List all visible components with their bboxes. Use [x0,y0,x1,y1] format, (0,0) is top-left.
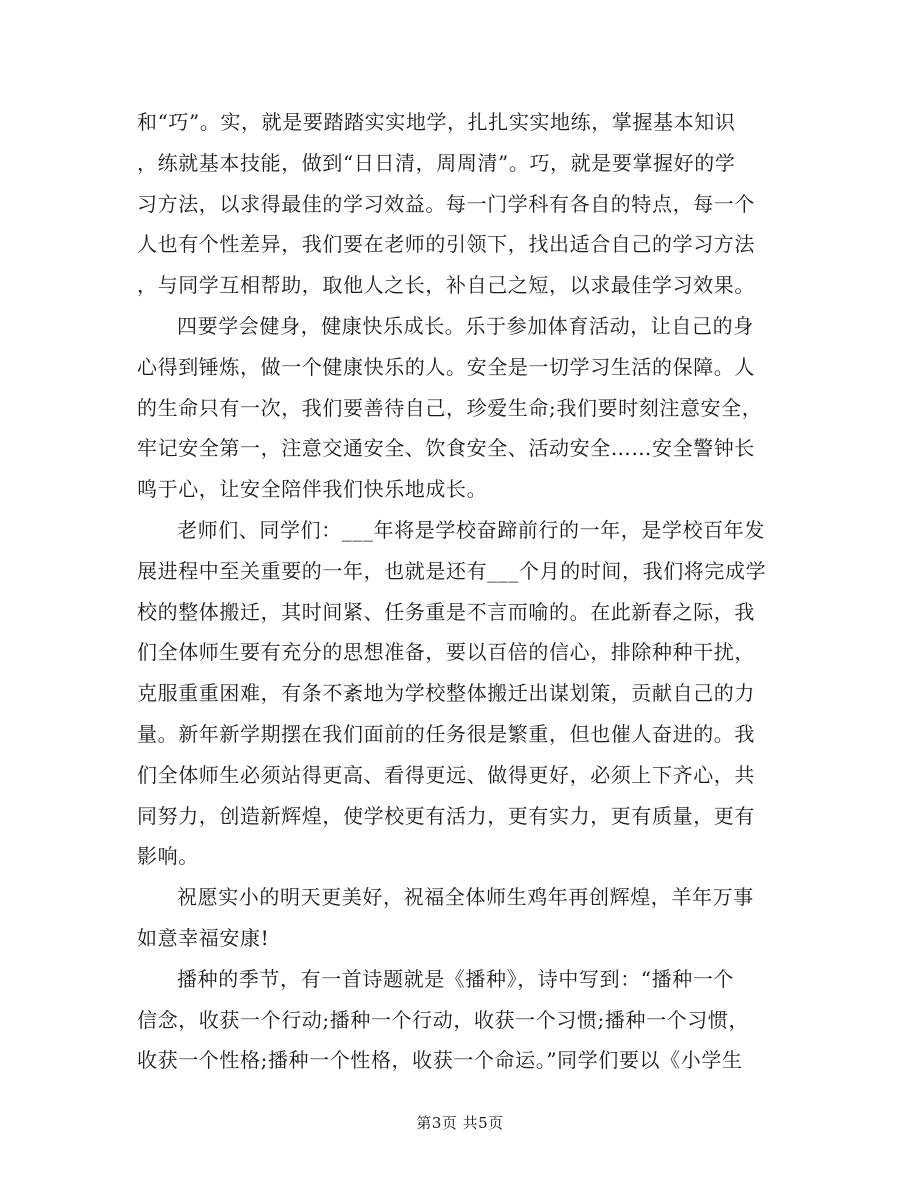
text-line: 量。新年新学期摆在我们面前的任务很是繁重，但也催人奋进的。我 [137,721,755,746]
text-line: 四要学会健身，健康快乐成长。乐于参加体育活动，让自己的身 [177,313,754,338]
text-line: 同努力，创造新辉煌，使学校更有活力，更有实力，更有质量，更有 [137,803,755,828]
text-line: 收获一个性格;播种一个性格，收获一个命运。”同学们要以《小学生 [137,1048,743,1073]
text-line: 校的整体搬迁，其时间紧、任务重是不言而喻的。在此新春之际，我 [137,599,755,624]
text-line: 老师们、同学们：___年将是学校奋蹄前行的一年，是学校百年发 [177,517,765,542]
text-line: 人也有个性差异，我们要在老师的引领下，找出适合自己的学习方法 [137,232,755,257]
text-line: 祝愿实小的明天更美好，祝福全体师生鸡年再创辉煌，羊年万事 [177,885,754,910]
text-line: 们全体师生要有充分的思想准备，要以百倍的信心，排除种种干扰， [137,640,755,665]
text-line: ，练就基本技能，做到“日日清，周周清”。巧，就是要掌握好的学 [137,150,736,175]
page-footer: 第3页 共5页 [416,1114,504,1132]
text-line: 的生命只有一次，我们要善待自己，珍爱生命;我们要时刻注意安全， [137,395,763,420]
text-line: 习方法，以求得最佳的学习效益。每一门学科有各自的特点，每一个 [137,191,755,216]
text-line: 展进程中至关重要的一年，也就是还有___个月的时间，我们将完成学 [137,558,767,583]
text-line: ，与同学互相帮助，取他人之长，补自己之短，以求最佳学习效果。 [137,273,755,298]
text-line: 影响。 [137,844,199,869]
text-line: 牢记安全第一，注意交通安全、饮食安全、活动安全……安全警钟长 [137,436,755,461]
document-body [137,102,787,1081]
text-line: 和“巧”。实，就是要踏踏实实地学，扎扎实实地练，掌握基本知识 [137,110,736,134]
text-line: 信念，收获一个行动;播种一个行动，收获一个习惯;播种一个习惯， [137,1007,750,1032]
text-line: 如意幸福安康! [137,925,270,950]
text-line: 鸣于心，让安全陪伴我们快乐地成长。 [137,477,488,502]
text-line: 克服重重困难，有条不紊地为学校整体搬迁出谋划策，贡献自己的力 [137,681,755,706]
text-line: 心得到锤炼，做一个健康快乐的人。安全是一切学习生活的保障。人 [137,354,755,379]
text-line: 们全体师生必须站得更高、看得更远、做得更好，必须上下齐心，共 [137,762,755,787]
text-line: 播种的季节，有一首诗题就是《播种》，诗中写到：“播种一个 [177,966,735,991]
